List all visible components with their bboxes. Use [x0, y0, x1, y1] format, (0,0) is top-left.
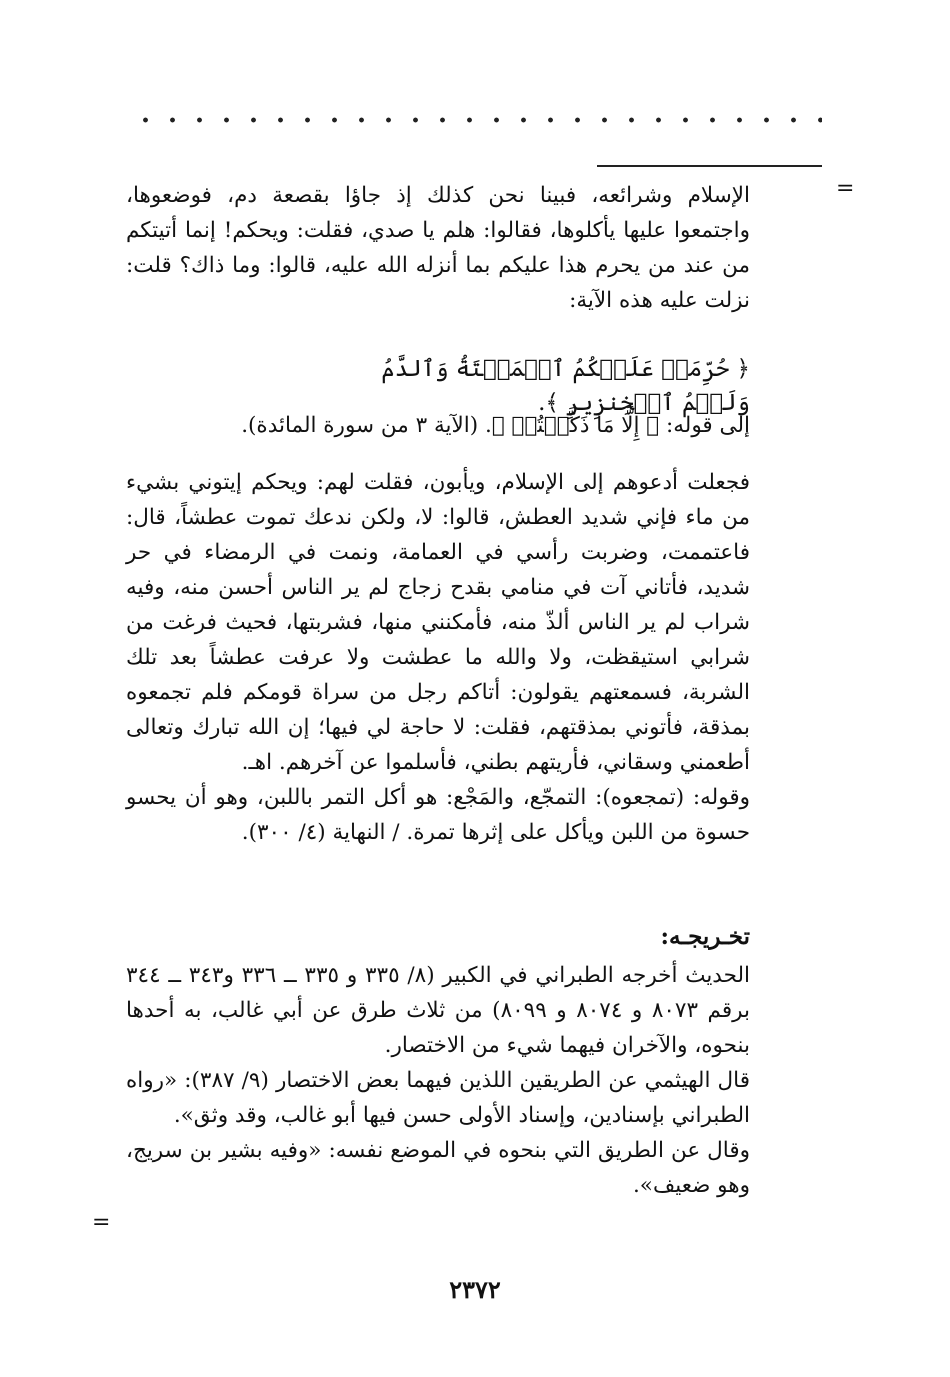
takhrij-section [126, 958, 750, 1203]
paragraph-text: قال الهيثمي عن الطريقين اللذين فيهما بعض الاختصار (٩/ ٣٨٧): «رواه الطبراني بإسنادين، وإسناد الأولى حسن فيها أبو غالب، وقد وثق». [126, 1068, 750, 1128]
paragraph-story-start [126, 178, 750, 318]
paragraph-text: فجعلت أدعوهم إلى الإسلام، ويأبون، فقلت لهم: ويحكم إيتوني بشيء من ماء فإني شديد العطش، قالوا: لا، ولكن ندعك تموت عطشاً، قال: فاعتممت، وضربت رأسي في العمامة، ونمت في الرمضاء في حر شديد، فأتاني آت في منامي بقدح زجاج لم ير الناس أحسن منه، وفيه شراب لم ير الناس ألذّ منه، فأمكنني منها، فشربتها، فحيث فرغت من شرابي استيقظت، ولا والله ما عطشت ولا عرفت عطشاً بعد تلك الشربة، فسمعتهم يقولون: أتاكم رجل من سراة قومكم فلم تجمعوه بمذقة، فأتوني بمذقتهم، فقلت: لا حاجة لي فيها؛ إن الله تبارك وتعالى أطعمني وسقاني، فأريتهم بطني، فأسلموا عن آخرهم. اهـ. [126, 470, 750, 775]
section-heading-takhrij: تخـريجـه: [660, 923, 750, 950]
margin-mark-top: = [836, 176, 855, 201]
footnote-rule [597, 165, 822, 167]
paragraph-story-continued [126, 465, 750, 850]
verse-reference [126, 408, 750, 443]
page-number: ٢٣٧٢ [449, 1275, 501, 1304]
paragraph-text: الإسلام وشرائعه، فبينا نحن كذلك إذ جاؤا بقصعة دم، فوضعوها، واجتمعوا عليها يأكلوها، فقالوا: هلم يا صدي، فقلت: ويحكم! إنما أتيتكم من عند من يحرم هذا عليكم بما أنزله الله عليه، قالوا: وما ذاك؟ قلت: نزلت عليه هذه الآية: [126, 183, 750, 313]
margin-mark-bottom: = [92, 1210, 111, 1235]
dotted-separator [132, 110, 822, 130]
paragraph-text: الحديث أخرجه الطبراني في الكبير (٨/ ٣٣٥ و ٣٣٥ ــ ٣٣٦ و٣٤٣ ــ ٣٤٤ برقم ٨٠٧٣ و ٨٠٧٤ و ٨٠٩٩) من ثلاث طرق عن أبي غالب، به أحدها بنحوه، والآخران فيهما شيء من الاختصار. [126, 963, 750, 1058]
verse-reference-text: إلى قوله: ﴿ إِلَّا مَا ذَكَّيۡتُمۡ ﴾. (الآية ٣ من سورة المائدة). [241, 413, 750, 438]
paragraph-glossary: وقوله: (تمجعوه): التمجّع، والمَجْع: هو أكل التمر باللبن، وهو أن يحسو حسوة من اللبن ويأكل على إثرها تمرة. / النهاية (٤/ ٣٠٠). [126, 785, 750, 845]
quran-verse: ﴿ حُرِّمَتۡ عَلَيۡكُمُ ٱلۡمَيۡتَةُ وَٱلدَّمُ وَلَحۡمُ ٱلۡخِنزِيرِ ﴾. [381, 356, 750, 416]
paragraph-text: وقال عن الطريق التي بنحوه في الموضع نفسه: «وفيه بشير بن سريج، وهو ضعيف». [126, 1138, 750, 1198]
